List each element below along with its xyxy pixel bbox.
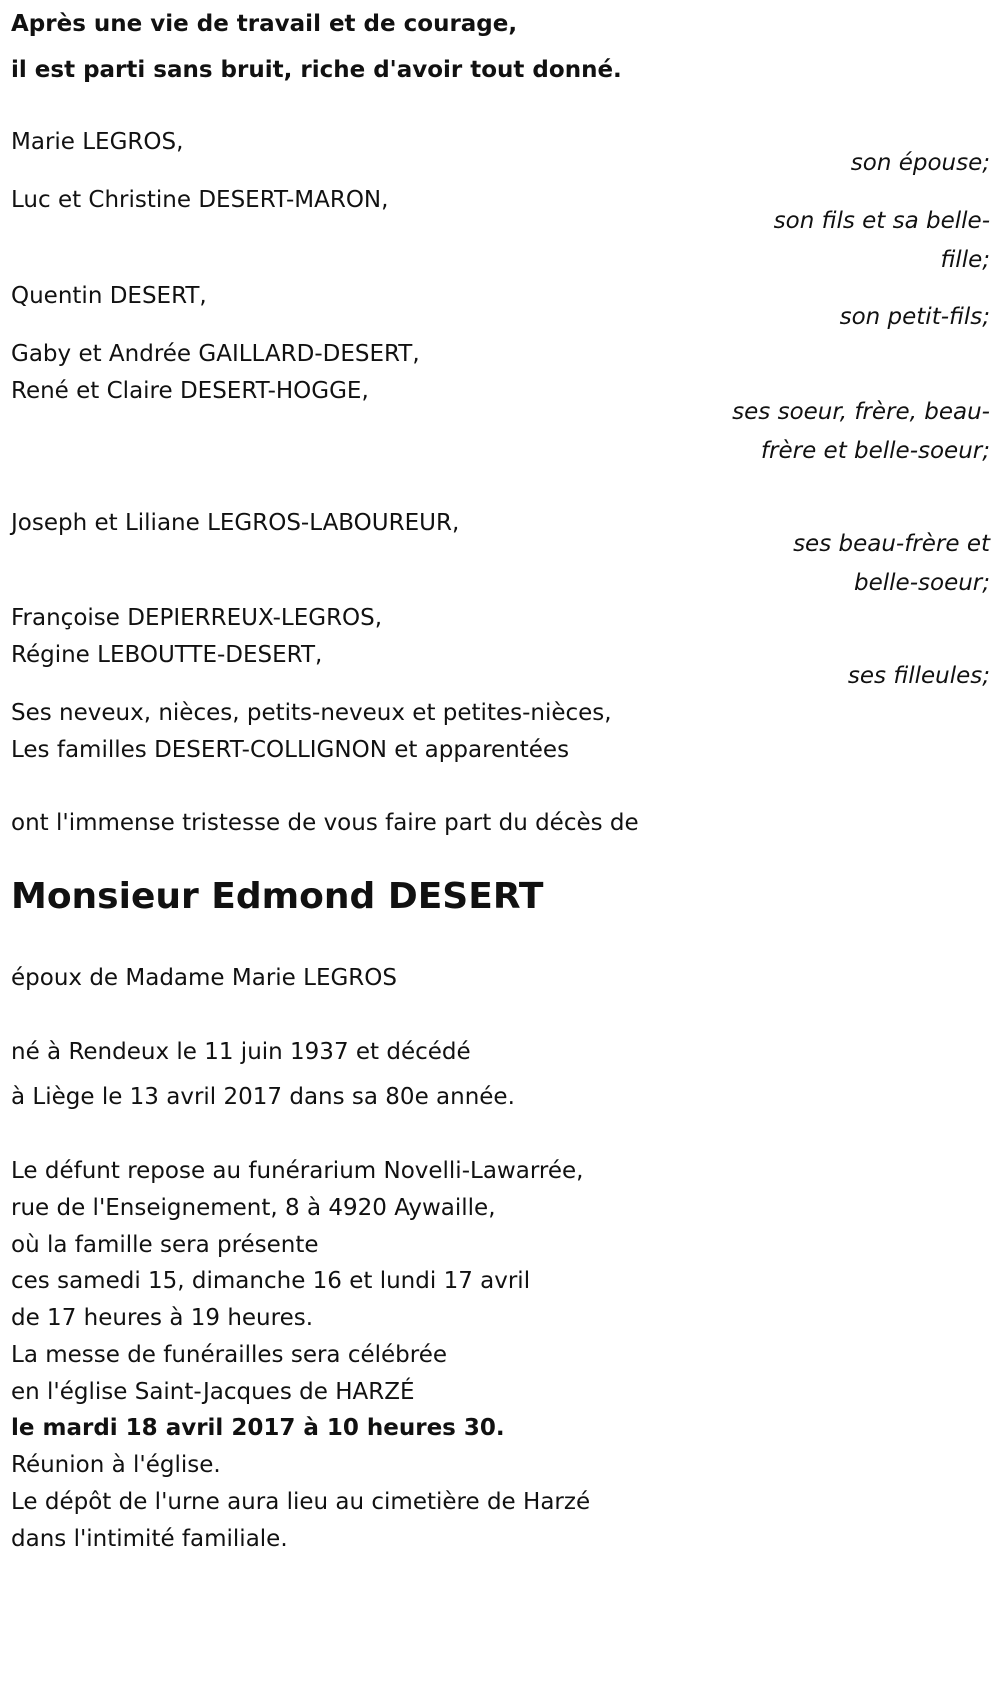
family-name: Joseph et Liliane LEGROS-LABOUREUR, — [11, 510, 460, 536]
family-relation: ses filleules; — [847, 663, 990, 689]
announcement: ont l'immense tristesse de vous faire part du décès de — [11, 810, 639, 836]
arrangements-line: en l'église Saint-Jacques de HARZÉ — [11, 1379, 415, 1405]
others-line: Les familles DESERT-COLLIGNON et apparentées — [11, 737, 570, 763]
intro-line-2: il est parti sans bruit, riche d'avoir tout donné. — [11, 57, 622, 83]
arrangements-line: Le défunt repose au funérarium Novelli-Lawarrée, — [11, 1158, 584, 1184]
family-relation: ses beau-frère et belle-soeur; — [793, 531, 990, 596]
family-name: Quentin DESERT, — [11, 283, 207, 309]
family-name: Luc et Christine DESERT-MARON, — [11, 187, 389, 213]
family-name: Gaby et Andrée GAILLARD-DESERT, — [11, 341, 420, 367]
arrangements-line: où la famille sera présente — [11, 1232, 319, 1258]
others-line: Ses neveux, nièces, petits-neveux et petites-nièces, — [11, 700, 612, 726]
arrangements-line: rue de l'Enseignement, 8 à 4920 Aywaille, — [11, 1195, 496, 1221]
closing-line: Réunion à l'église. — [11, 1452, 221, 1478]
arrangements-line: ces samedi 15, dimanche 16 et lundi 17 avril — [11, 1268, 531, 1294]
ceremony-date: le mardi 18 avril 2017 à 10 heures 30. — [11, 1415, 505, 1441]
family-relation: ses soeur, frère, beau-frère et belle-soeur; — [732, 399, 990, 464]
arrangements-line: de 17 heures à 19 heures. — [11, 1305, 314, 1331]
family-name: René et Claire DESERT-HOGGE, — [11, 378, 369, 404]
arrangements-line: La messe de funérailles sera célébrée — [11, 1342, 448, 1368]
family-name: Françoise DEPIERREUX-LEGROS, — [11, 605, 383, 631]
death-line: à Liège le 13 avril 2017 dans sa 80e année. — [11, 1084, 515, 1110]
family-relation: son petit-fils; — [839, 304, 990, 330]
spouse-line: époux de Madame Marie LEGROS — [11, 965, 397, 991]
family-name: Régine LEBOUTTE-DESERT, — [11, 642, 323, 668]
family-relation: son épouse; — [850, 150, 990, 176]
birth-line: né à Rendeux le 11 juin 1937 et décédé — [11, 1039, 471, 1065]
family-relation: son fils et sa belle-fille; — [773, 208, 990, 273]
family-name: Marie LEGROS, — [11, 129, 184, 155]
closing-line: Le dépôt de l'urne aura lieu au cimetière de Harzé — [11, 1489, 591, 1515]
deceased-name: Monsieur Edmond DESERT — [11, 876, 544, 917]
intro-line-1: Après une vie de travail et de courage, — [11, 11, 518, 37]
closing-line: dans l'intimité familiale. — [11, 1526, 288, 1552]
